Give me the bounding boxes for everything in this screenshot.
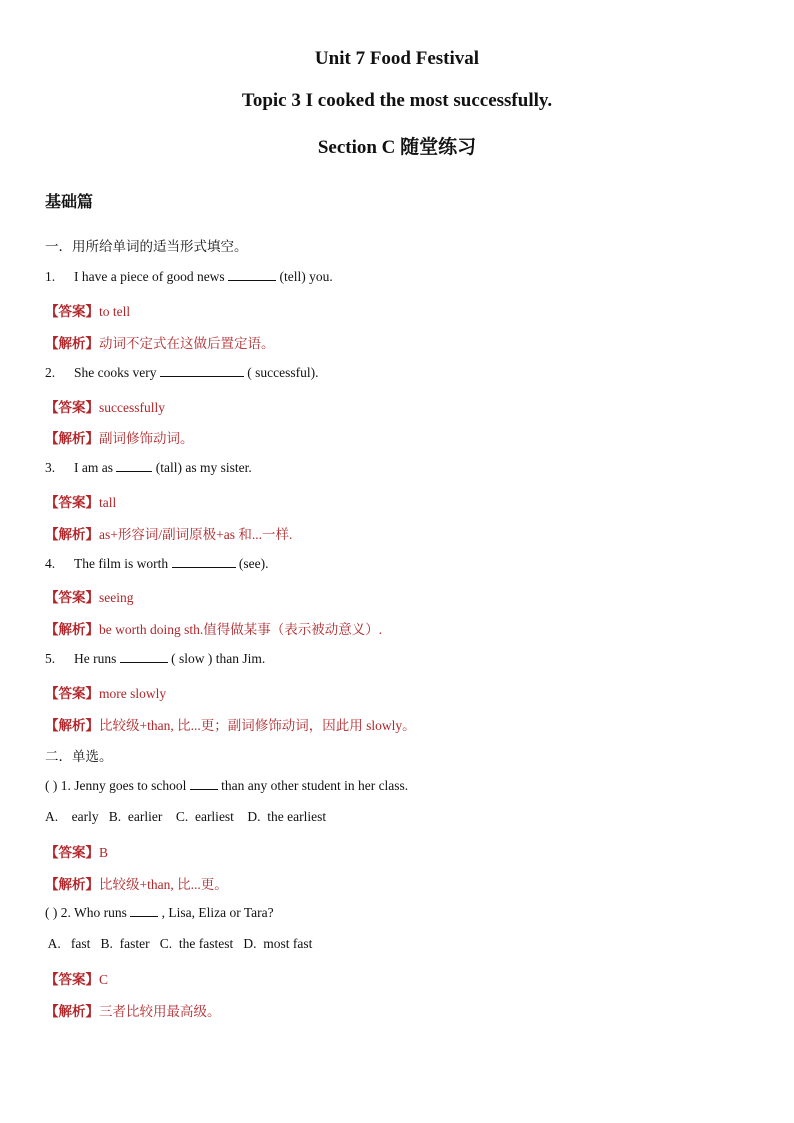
question-text: ( ) 2. Who runs	[45, 905, 131, 920]
answer-label: 【答案】	[45, 304, 99, 319]
answer-text: C	[99, 972, 109, 987]
question-1	[45, 268, 333, 285]
answer-1	[45, 300, 130, 320]
mc-question-1	[45, 777, 408, 794]
answer-text: successfully	[99, 400, 165, 415]
analysis-text: 动词不定式在这做后置定语。	[99, 336, 275, 351]
basic-heading: 基础篇	[45, 194, 94, 211]
question-text: , Lisa, Eliza or Tara?	[158, 905, 274, 920]
answer-blank	[190, 777, 218, 790]
question-number: 1.	[45, 269, 56, 284]
part2-heading: 二．单选。	[45, 749, 113, 764]
answer-label: 【答案】	[45, 845, 99, 860]
analysis-label: 【解析】	[45, 1004, 99, 1019]
analysis-label: 【解析】	[45, 622, 99, 637]
question-text: The film is worth	[74, 556, 172, 571]
question-text: I have a piece of good news	[74, 269, 229, 284]
question-number: 3.	[45, 460, 56, 475]
question-text: than any other student in her class.	[217, 778, 409, 793]
question-number: 2.	[45, 365, 56, 380]
answer-blank	[120, 650, 168, 663]
question-text: I am as	[74, 460, 117, 475]
answer-label: 【答案】	[45, 495, 99, 510]
analysis-5	[45, 714, 416, 734]
analysis-label: 【解析】	[45, 431, 99, 446]
question-text: (tell) you.	[276, 269, 333, 284]
question-text: ( successful).	[243, 365, 319, 380]
answer-label: 【答案】	[45, 400, 99, 415]
mc-analysis-1	[45, 873, 228, 893]
answer-label: 【答案】	[45, 590, 99, 605]
question-number: 4.	[45, 556, 56, 571]
question-text: ( ) 1. Jenny goes to school	[45, 778, 190, 793]
answer-2	[45, 396, 165, 416]
answer-blank	[228, 268, 276, 281]
question-3	[45, 459, 252, 476]
answer-label: 【答案】	[45, 972, 99, 987]
analysis-label: 【解析】	[45, 527, 99, 542]
answer-blank	[172, 555, 236, 568]
question-text: ( slow ) than Jim.	[167, 651, 266, 666]
question-text: He runs	[74, 651, 120, 666]
question-4	[45, 555, 268, 572]
question-5	[45, 650, 265, 667]
mc-question-2	[45, 904, 274, 921]
analysis-4	[45, 618, 382, 638]
answer-blank	[116, 459, 152, 472]
answer-label: 【答案】	[45, 686, 99, 701]
question-text: (tall) as my sister.	[152, 460, 252, 475]
answer-blank	[130, 904, 158, 917]
analysis-2	[45, 427, 194, 447]
question-number: 5.	[45, 651, 56, 666]
analysis-3	[45, 523, 292, 543]
analysis-1	[45, 332, 275, 352]
part1-heading: 一．用所给单词的适当形式填空。	[45, 239, 248, 254]
answer-3	[45, 491, 116, 511]
answer-blank	[160, 364, 244, 377]
question-text: (see).	[235, 556, 269, 571]
mc-analysis-2	[45, 1000, 221, 1020]
question-2	[45, 364, 318, 381]
analysis-label: 【解析】	[45, 877, 99, 892]
mc-options-2: A. fast B. faster C. the fastest D. most fast	[45, 936, 313, 951]
mc-answer-1	[45, 841, 108, 861]
analysis-text: 副词修饰动词。	[99, 431, 194, 446]
answer-text: more slowly	[99, 686, 167, 701]
analysis-text: 比较级+than, 比...更；副词修饰动词，因此用 slowly。	[99, 718, 416, 733]
answer-5	[45, 682, 166, 702]
answer-text: tall	[99, 495, 117, 510]
answer-text: seeing	[99, 590, 134, 605]
analysis-text: 比较级+than, 比...更。	[99, 877, 228, 892]
answer-text: to tell	[99, 304, 131, 319]
analysis-text: 三者比较用最高级。	[99, 1004, 221, 1019]
analysis-label: 【解析】	[45, 336, 99, 351]
answer-4	[45, 586, 134, 606]
analysis-text: be worth doing sth.值得做某事（表示被动意义）.	[99, 622, 383, 637]
analysis-text: as+形容词/副词原极+as 和...一样.	[99, 527, 293, 542]
question-text: She cooks very	[74, 365, 160, 380]
mc-answer-2	[45, 968, 108, 988]
unit-title: Unit 7 Food Festival	[314, 48, 480, 69]
mc-options-1: A. early B. earlier C. earliest D. the earliest	[45, 809, 327, 824]
answer-text: B	[99, 845, 109, 860]
analysis-label: 【解析】	[45, 718, 99, 733]
topic-title: Topic 3 I cooked the most successfully.	[241, 90, 553, 111]
section-title: Section C 随堂练习	[317, 137, 477, 158]
